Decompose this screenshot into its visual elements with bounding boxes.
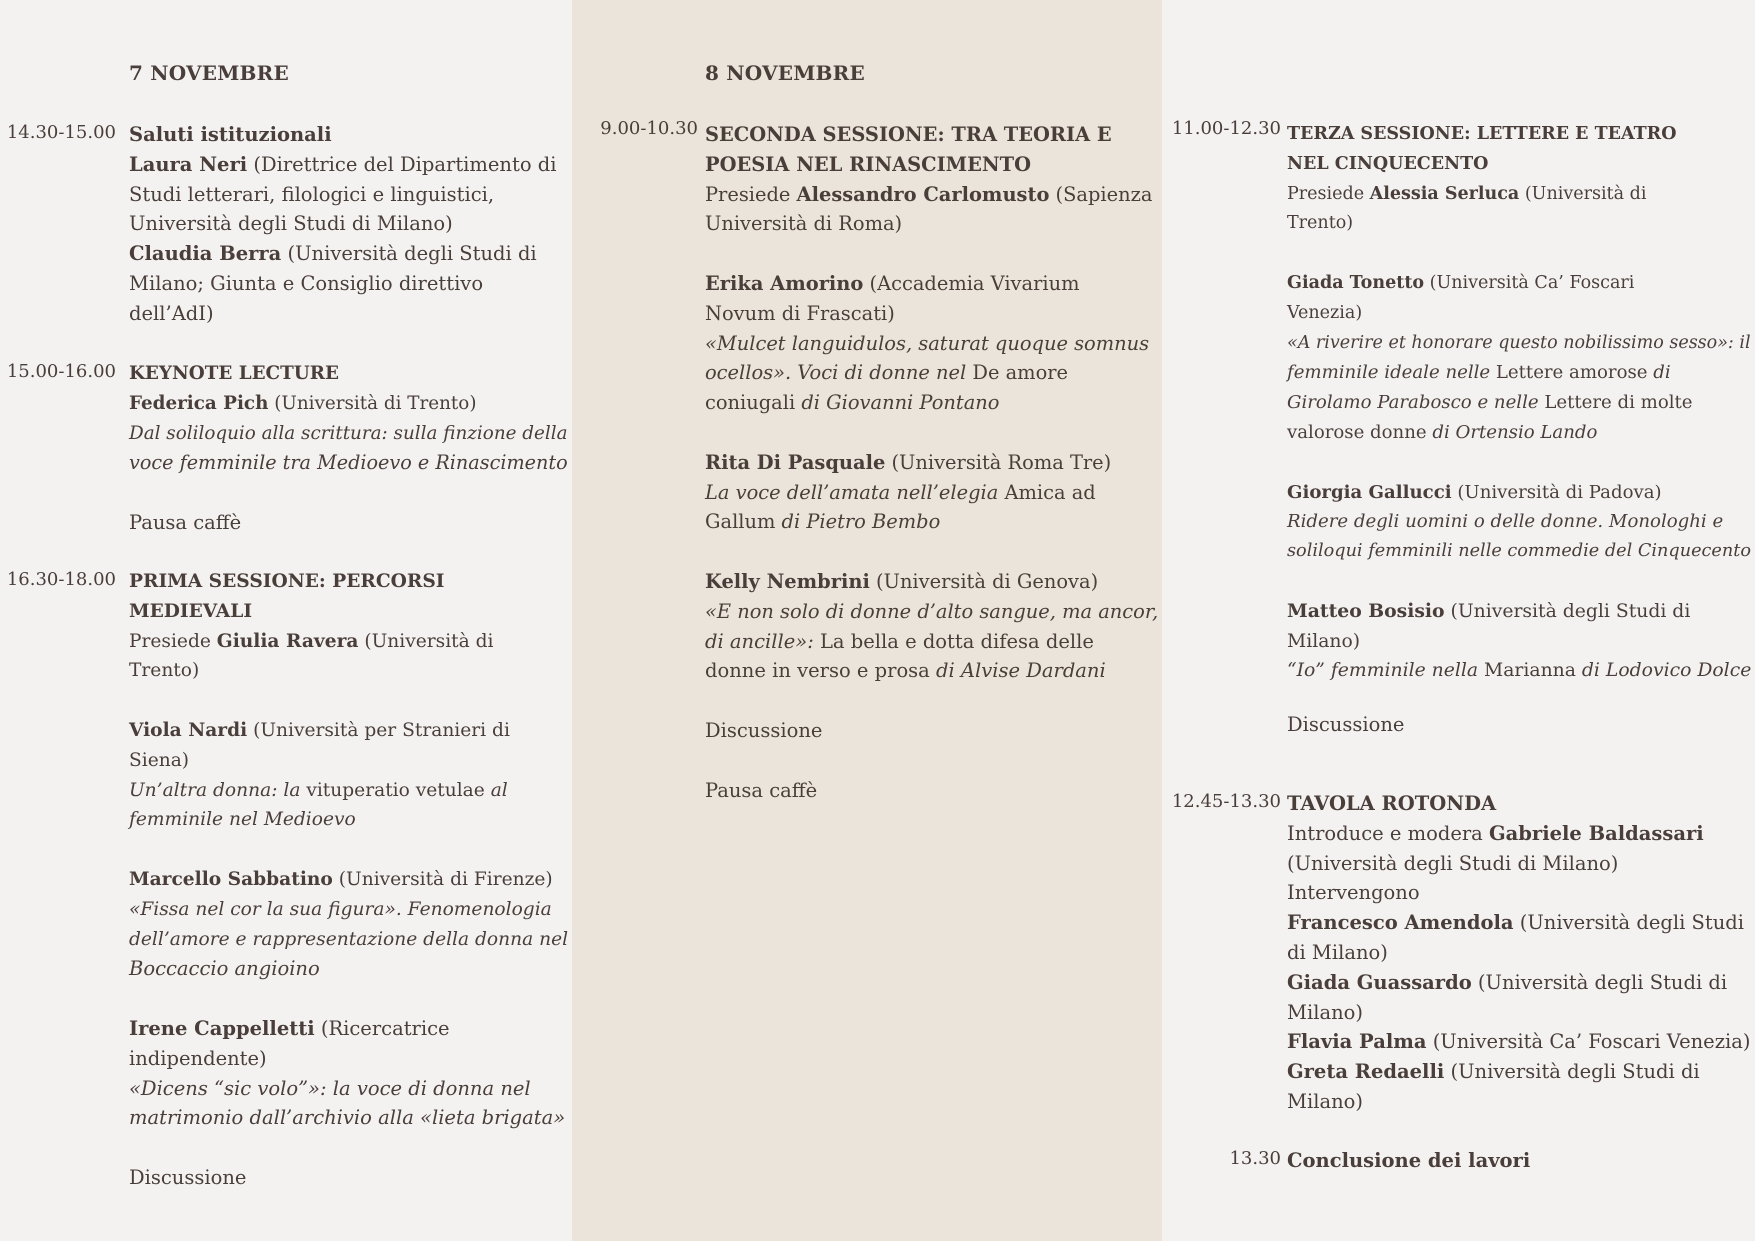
talk-title-part: Marianna — [1484, 660, 1576, 682]
talk-title-part: di Lodovico Dolce — [1575, 660, 1752, 682]
day-heading: 8 NOVEMBRE — [705, 61, 865, 85]
speaker-line — [1287, 908, 1750, 938]
session-title: NEL CINQUECENTO — [1287, 153, 1489, 174]
talk-title-part: di Pietro Bembo — [775, 510, 941, 534]
speaker-line — [129, 389, 568, 419]
chair-line — [705, 180, 1158, 210]
speaker-affiliation: (Università Roma Tre) — [885, 450, 1112, 474]
talk-title-part: di Ortensio Lando — [1426, 421, 1598, 443]
speaker-name: Claudia Berra — [129, 242, 282, 266]
talk-title-part: di ancille»: — [705, 629, 820, 653]
speaker-affiliation: Milano) — [1287, 1000, 1363, 1024]
talk-title: Ridere degli uomini o delle donne. Monologhi e — [1287, 511, 1724, 533]
speaker-affiliation: (Università Ca’ Foscari Venezia) — [1426, 1030, 1751, 1054]
speaker-name: Giorgia Gallucci — [1287, 481, 1452, 503]
talk-title-part: coniugali — [705, 391, 796, 415]
speaker-line — [1287, 478, 1751, 508]
chair-affiliation: (Università di — [358, 630, 494, 652]
talk-title-part: Lettere di molte — [1544, 392, 1693, 414]
time-slot: 12.45-13.30 — [1171, 791, 1281, 812]
speaker-line — [129, 865, 568, 895]
column-day-1 — [0, 0, 572, 1241]
chair-line — [1287, 180, 1751, 210]
speaker-name: Greta Redaelli — [1287, 1060, 1445, 1084]
talk-title: Dal soliloquio alla scrittura: sulla finzione della — [129, 422, 568, 444]
speaker-affiliation: Milano; Giunta e Consiglio direttivo — [129, 271, 484, 295]
time-slot: 14.30-15.00 — [6, 122, 116, 143]
speaker-affiliation: (Accademia Vivarium — [863, 271, 1080, 295]
talk-title-part: ocellos». Voci di donne nel — [705, 361, 973, 385]
speaker-name: Irene Cappelletti — [129, 1016, 315, 1040]
speaker-name: Erika Amorino — [705, 271, 864, 295]
entry-body — [129, 359, 568, 538]
talk-title — [705, 358, 1158, 388]
session-title: PRIMA SESSIONE: PERCORSI — [129, 571, 445, 592]
column-day-2-continued — [1162, 0, 1755, 1241]
chair-name: Alessandro Carlomusto — [796, 182, 1050, 206]
speaker-affiliation: (Università di Firenze) — [332, 868, 553, 890]
speaker-affiliation: (Direttrice del Dipartimento di — [247, 152, 557, 176]
session-title: MEDIEVALI — [129, 600, 253, 622]
talk-title — [1287, 418, 1751, 448]
speaker-line — [1287, 269, 1751, 299]
speaker-affiliation: (Università di Padova) — [1451, 481, 1662, 503]
speaker-line — [705, 269, 1158, 299]
speaker-affiliation: Venezia) — [1287, 302, 1363, 323]
speaker-line — [1287, 1027, 1750, 1057]
speaker-name: Giada Tonetto — [1287, 272, 1425, 293]
speaker-affiliation: (Università degli Studi di — [281, 242, 537, 266]
entry-body — [705, 120, 1158, 805]
talk-title-part: Lettere amorose — [1495, 362, 1648, 384]
talk-title — [1287, 388, 1751, 418]
talk-title: «A riverire et honorare questo nobilissimo sesso»: il — [1287, 332, 1751, 353]
speaker-name: Flavia Palma — [1287, 1030, 1427, 1054]
time-slot: 13.30 — [1229, 1148, 1281, 1169]
speaker-line — [129, 716, 568, 746]
speaker-affiliation: (Ricercatrice — [314, 1016, 450, 1040]
entry-body — [1287, 120, 1751, 740]
speaker-affiliation: (Università degli Studi di — [1444, 1060, 1700, 1084]
talk-title — [1287, 358, 1751, 388]
participants-label: Intervengono — [1287, 881, 1420, 905]
talk-title-part: di Alvise Dardani — [929, 659, 1106, 683]
chair-line — [129, 627, 568, 657]
speaker-affiliation: di Milano) — [1287, 940, 1388, 964]
chair-name: Giulia Ravera — [216, 630, 359, 652]
speaker-affiliation: Studi letterari, filologici e linguistici, — [129, 182, 495, 206]
talk-title — [705, 478, 1158, 508]
chair-label: Presiede — [705, 182, 797, 206]
day-heading: 7 NOVEMBRE — [129, 61, 289, 85]
talk-title-part: La bella e dotta difesa delle — [819, 629, 1094, 653]
speaker-affiliation: (Università di Genova) — [869, 569, 1099, 593]
chair-name: Alessia Serluca — [1369, 183, 1520, 204]
speaker-affiliation: Novum di Frascati) — [705, 301, 895, 325]
speaker-affiliation: indipendente) — [129, 1046, 267, 1070]
entry-body — [129, 567, 568, 1193]
speaker-line — [705, 448, 1158, 478]
speaker-line — [129, 150, 556, 180]
chair-affiliation: (Università di — [1519, 183, 1647, 204]
talk-title — [705, 507, 1158, 537]
chair-label: Presiede — [129, 630, 217, 652]
session-title: Conclusione dei lavori — [1287, 1149, 1531, 1172]
speaker-line — [705, 567, 1158, 597]
speaker-affiliation: Università degli Studi di Milano) — [129, 212, 453, 236]
time-slot: 11.00-12.30 — [1171, 118, 1281, 139]
talk-title-part: Un’altra donna: la — [129, 779, 307, 801]
moderator-line — [1287, 819, 1750, 849]
chair-affiliation: Trento) — [1287, 213, 1354, 234]
talk-title: femminile nel Medioevo — [129, 809, 356, 831]
speaker-affiliation: (Università degli Studi di — [1444, 600, 1691, 622]
talk-title-part: femminile ideale nelle — [1287, 362, 1496, 384]
session-title: POESIA NEL RINASCIMENTO — [705, 152, 1032, 176]
talk-title — [705, 656, 1158, 686]
talk-title — [129, 776, 568, 806]
session-title: SECONDA SESSIONE: TRA TEORIA E — [705, 123, 1112, 146]
session-title: TERZA SESSIONE: LETTERE E TEATRO — [1287, 124, 1677, 144]
speaker-name: Marcello Sabbatino — [129, 868, 333, 890]
talk-title-part: di Giovanni Pontano — [795, 391, 1000, 415]
speaker-affiliation: (Università degli Studi di — [1471, 970, 1728, 994]
speaker-line — [129, 1014, 568, 1044]
chair-affiliation: Trento) — [129, 660, 200, 682]
speaker-affiliation: Siena) — [129, 749, 190, 771]
talk-title: «Fissa nel cor la sua figura». Fenomenologia — [129, 898, 552, 920]
speaker-name: Giada Guassardo — [1287, 970, 1472, 994]
chair-label: Presiede — [1287, 183, 1370, 204]
speaker-affiliation: (Università di Trento) — [268, 392, 477, 414]
speaker-affiliation: (Università degli Studi — [1513, 911, 1745, 935]
talk-title-part: valorose donne — [1287, 421, 1427, 443]
talk-title-part: donne in verso e prosa — [705, 659, 930, 683]
column-day-2 — [572, 0, 1162, 1241]
speaker-name: Viola Nardi — [129, 719, 248, 741]
time-slot: 15.00-16.00 — [6, 361, 116, 382]
moderator-affiliation: (Università degli Studi di Milano) — [1287, 851, 1619, 875]
discussion: Discussione — [129, 1165, 247, 1189]
moderator-name: Gabriele Baldassari — [1489, 821, 1704, 845]
talk-title: «E non solo di donne d’alto sangue, ma ancor, — [705, 599, 1159, 623]
discussion: Discussione — [705, 718, 823, 742]
moderator-label: Introduce e modera — [1287, 821, 1489, 845]
speaker-line — [1287, 1057, 1750, 1087]
entry-body — [1287, 789, 1750, 1117]
speaker-name: Laura Neri — [129, 152, 248, 176]
speaker-line — [129, 239, 556, 269]
speaker-name: Federica Pich — [129, 392, 269, 414]
talk-title-part: “Io” femminile nella — [1287, 660, 1485, 682]
session-title: Saluti istituzionali — [129, 123, 332, 146]
talk-title-part: di — [1647, 362, 1671, 384]
discussion: Discussione — [1287, 713, 1405, 737]
talk-title: soliloqui femminili nelle commedie del Cinquecento — [1287, 541, 1751, 562]
speaker-line — [1287, 968, 1750, 998]
speaker-name: Rita Di Pasquale — [705, 450, 886, 474]
session-title: KEYNOTE LECTURE — [129, 363, 339, 384]
talk-title-part: De amore — [972, 361, 1069, 385]
entry-body — [129, 120, 556, 329]
talk-title: «Dicens “sic volo”»: la voce di donna nel — [129, 1076, 531, 1100]
coffee-break: Pausa caffè — [705, 778, 818, 802]
speaker-affiliation: Milano) — [1287, 630, 1361, 652]
talk-title-part: Gallum — [705, 510, 776, 534]
talk-title-part: al — [484, 779, 508, 801]
speaker-affiliation: dell’AdI) — [129, 301, 214, 325]
chair-affiliation: Università di Roma) — [705, 212, 903, 236]
time-slot: 9.00-10.30 — [600, 118, 698, 139]
speaker-affiliation: (Università per Stranieri di — [247, 719, 510, 741]
talk-title-part: vituperatio vetulae — [306, 779, 485, 801]
talk-title-part: Girolamo Parabosco e nelle — [1287, 392, 1545, 414]
speaker-name: Matteo Bosisio — [1287, 599, 1445, 622]
time-slot: 16.30-18.00 — [6, 569, 116, 590]
talk-title: «Mulcet languidulos, saturat quoque somnus — [705, 331, 1150, 355]
chair-affiliation: (Sapienza — [1049, 182, 1153, 206]
talk-title: dell’amore e rappresentazione della donna nel — [129, 928, 569, 950]
session-title: TAVOLA ROTONDA — [1287, 792, 1497, 815]
speaker-affiliation: Milano) — [1287, 1089, 1363, 1113]
coffee-break: Pausa caffè — [129, 510, 242, 534]
speaker-line — [1287, 597, 1751, 627]
talk-title — [705, 627, 1158, 657]
speaker-name: Kelly Nembrini — [705, 569, 870, 593]
entry-body — [1287, 1146, 1530, 1176]
talk-title: Boccaccio angioino — [129, 957, 320, 981]
talk-title-part: Amica ad — [1004, 480, 1096, 504]
talk-title-part: La voce dell’amata nell’elegia — [705, 480, 1005, 504]
talk-title — [1287, 656, 1751, 686]
speaker-name: Francesco Amendola — [1287, 911, 1514, 935]
speaker-affiliation: (Università Ca’ Foscari — [1424, 272, 1635, 293]
talk-title — [705, 388, 1158, 418]
talk-title: voce femminile tra Medioevo e Rinascimento — [129, 451, 568, 475]
talk-title: matrimonio dall’archivio alla «lieta brigata» — [129, 1106, 566, 1130]
